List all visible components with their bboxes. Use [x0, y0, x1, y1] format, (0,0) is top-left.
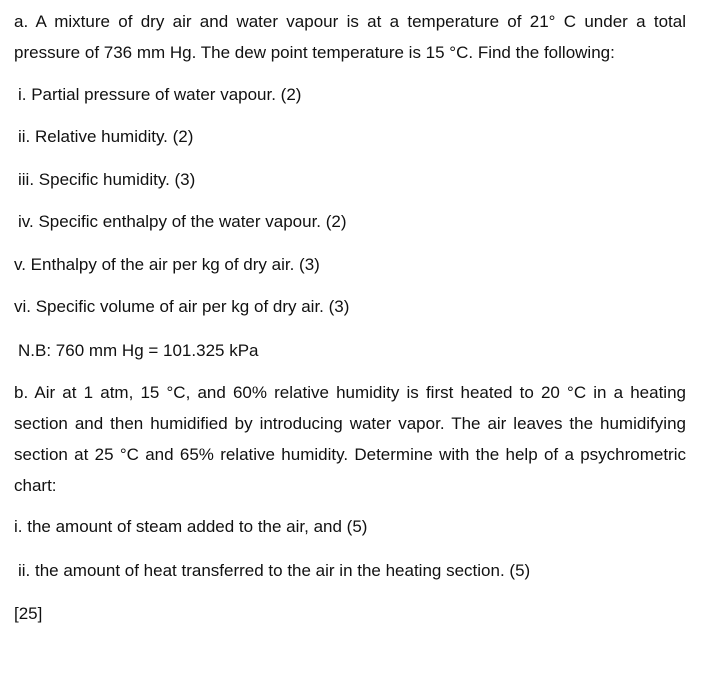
question-a-note: N.B: 760 mm Hg = 101.325 kPa	[18, 341, 259, 360]
question-a-item-5: v. Enthalpy of the air per kg of dry air. (3)	[14, 255, 320, 274]
question-a-item-2: ii. Relative humidity. (2)	[18, 127, 194, 146]
question-a-item-1: i. Partial pressure of water vapour. (2)	[18, 85, 302, 104]
question-b-item-1: i. the amount of steam added to the air, and (5)	[14, 517, 368, 536]
question-a-item-4: iv. Specific enthalpy of the water vapour. (2)	[18, 212, 347, 231]
question-b-item-2: ii. the amount of heat transferred to the air in the heating section. (5)	[18, 561, 531, 580]
question-a-item-6: vi. Specific volume of air per kg of dry air. (3)	[14, 297, 350, 316]
question-a-intro: a. A mixture of dry air and water vapour is at a temperature of 21° C under a total pressure of 736 mm Hg. The dew point temperature is 15 °C. Find the following:	[14, 12, 686, 62]
question-b-intro: b. Air at 1 atm, 15 °C, and 60% relative humidity is first heated to 20 °C in a heating section and then humidified by introducing water vapor. The air leaves the humidifying section at 25 °C and 65% relative humidity. Determine with the help of a psychrometric chart:	[14, 383, 686, 495]
question-a-item-3: iii. Specific humidity. (3)	[18, 170, 196, 189]
total-marks: [25]	[14, 604, 43, 623]
